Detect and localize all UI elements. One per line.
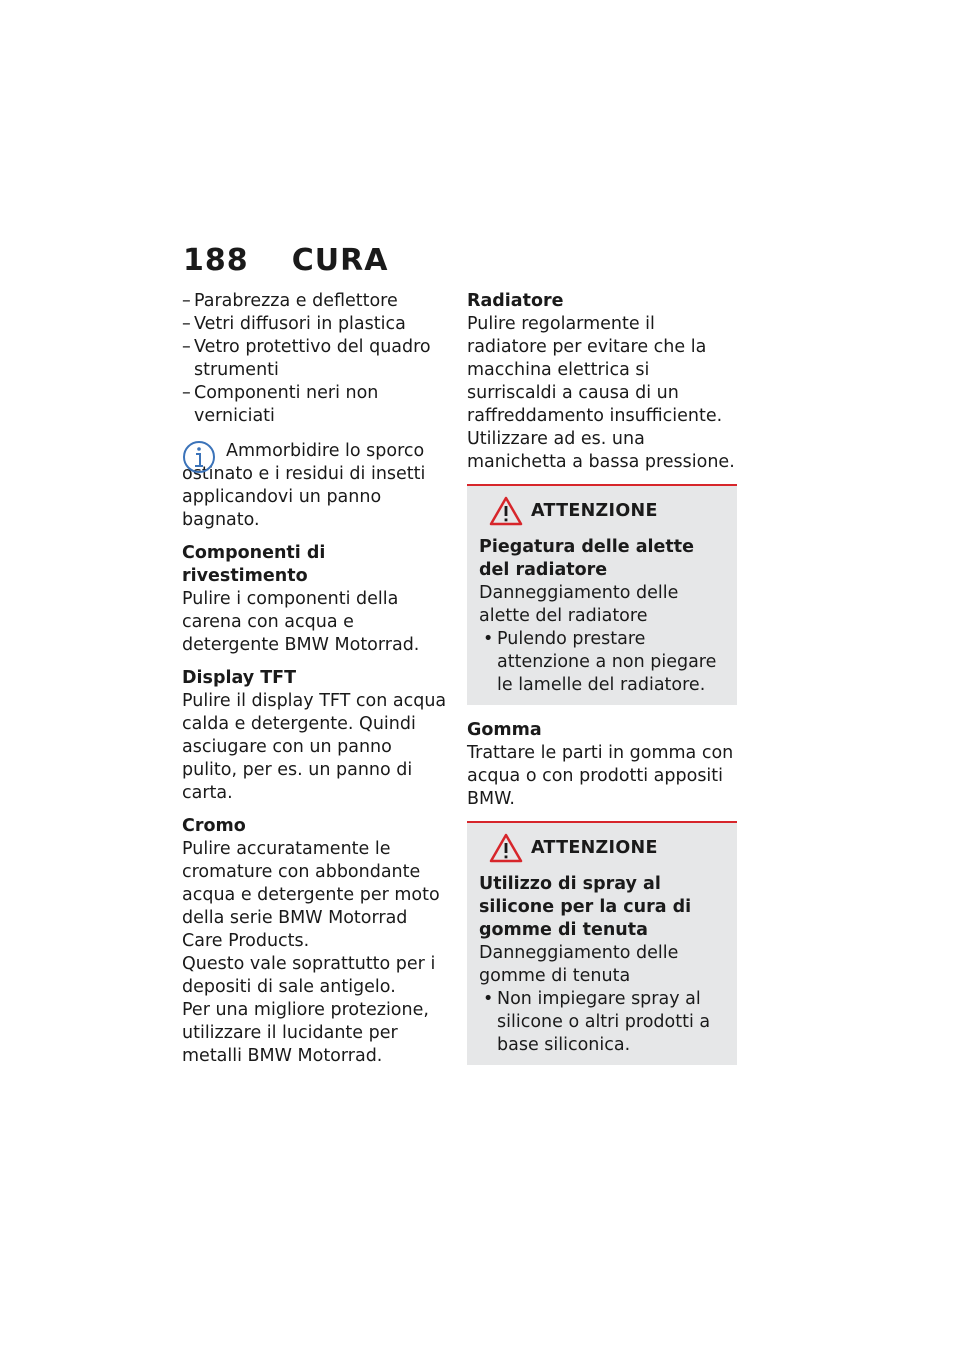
section-tft xyxy=(182,667,450,805)
section-body: Pulire il display TFT con acqua calda e detergente. Quindi asciugare con un panno pulito, per es. un panno di carta. xyxy=(182,691,447,803)
section-body: Pulire i componenti della carena con acqua e detergente BMW Motorrad. xyxy=(182,589,420,655)
warning-description: Danneggiamento delle gomme di tenuta xyxy=(479,943,679,986)
chapter-title: CURA xyxy=(291,243,389,278)
left-column xyxy=(182,290,450,1068)
section-body: Pulire regolarmente il radiatore per evitare che la macchina elettrica si surriscaldi a causa di un raffreddamento insufficiente. xyxy=(467,314,723,426)
section-body: Per una migliore protezione, utilizzare il lucidante per metalli BMW Motorrad. xyxy=(182,1000,429,1066)
section-body: Pulire accuratamente le cromature con abbondante acqua e detergente per moto della serie BMW Motorrad Care Products. xyxy=(182,839,440,951)
list-item: – Componenti neri non verniciati xyxy=(182,382,450,428)
list-item: – Vetro protettivo del quadro strumenti xyxy=(182,336,450,382)
note-text: Ammorbidire lo sporco ostinato e i residui di insetti applicandovi un panno bagnato. xyxy=(182,441,426,530)
warning-title: ATTENZIONE xyxy=(531,838,658,858)
warning-triangle-icon xyxy=(489,496,523,526)
section-trim xyxy=(182,542,450,657)
warning-bullet: • Non impiegare spray al silicone o altri prodotti a base siliconica. xyxy=(479,988,725,1057)
warning-box xyxy=(467,821,737,1065)
warning-title: ATTENZIONE xyxy=(531,501,658,521)
section-heading: Gomma xyxy=(467,720,542,740)
warning-subtitle: Utilizzo di spray al silicone per la cura di gomme di tenuta xyxy=(479,874,692,940)
section-heading: Display TFT xyxy=(182,668,297,688)
warning-triangle-icon xyxy=(489,833,523,863)
section-radiator xyxy=(467,290,737,474)
section-body: Utilizzare ad es. una manichetta a bassa pressione. xyxy=(467,429,735,472)
warning-bullet: • Pulendo prestare attenzione a non piegare le lamelle del radiatore. xyxy=(479,628,725,697)
warning-subtitle: Piegatura delle alette del radiatore xyxy=(479,537,695,580)
section-heading: Cromo xyxy=(182,816,246,836)
section-rubber xyxy=(467,719,737,811)
info-note xyxy=(182,440,450,532)
section-heading: Componenti di rivestimento xyxy=(182,543,326,586)
right-column xyxy=(467,290,737,1065)
page-number: 188 xyxy=(183,243,249,278)
section-chrome xyxy=(182,815,450,1068)
section-body: Questo vale soprattutto per i depositi di sale antigelo. xyxy=(182,954,436,997)
info-icon xyxy=(182,440,216,474)
warning-description: Danneggiamento delle alette del radiatore xyxy=(479,583,679,626)
warning-box xyxy=(467,484,737,705)
list-item: – Vetri diffusori in plastica xyxy=(182,313,450,336)
list-item: – Parabrezza e deflettore xyxy=(182,290,450,313)
cleaning-list xyxy=(182,290,450,428)
section-body: Trattare le parti in gomma con acqua o con prodotti appositi BMW. xyxy=(467,743,734,809)
page-header xyxy=(183,243,388,278)
section-heading: Radiatore xyxy=(467,291,564,311)
